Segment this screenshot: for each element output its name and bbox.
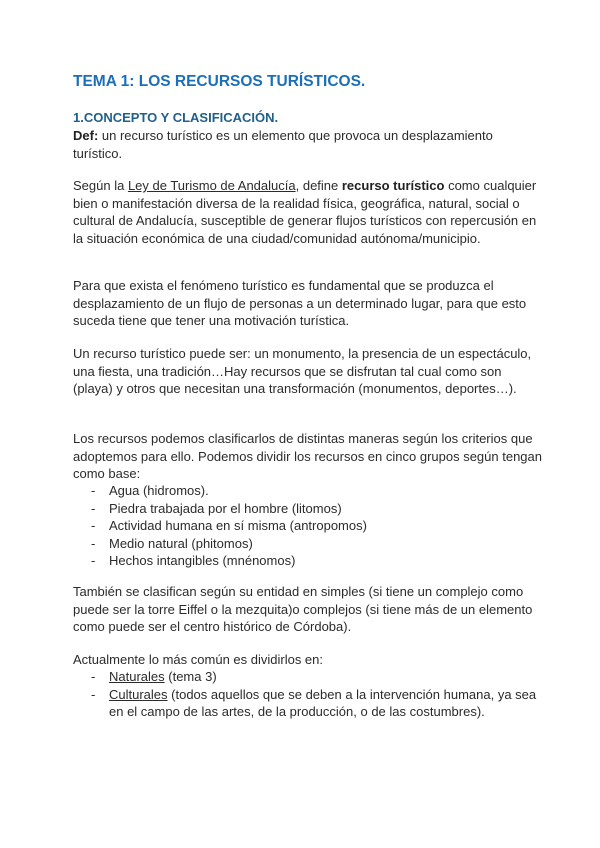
dash-marker: - [91,483,96,498]
law-reference: Ley de Turismo de Andalucía [127,178,296,193]
group-item-text: Piedra trabajada por el hombre (litomos) [109,500,342,516]
dash-marker: - [91,535,96,551]
definition-paragraph [73,127,543,162]
definition-label: Def: [73,128,99,143]
list-item [73,535,543,553]
law-term: recurso turístico [341,178,445,193]
law-paragraph [73,177,543,247]
current-list [73,668,543,721]
list-item [73,668,543,686]
dash-marker: - [91,553,96,568]
section-heading: 1.CONCEPTO Y CLASIFICACIÓN. [73,110,279,125]
current-paragraph: Actualmente lo más común es dividirlos en: [73,652,324,667]
naturales-label: Naturales [109,669,165,684]
classify-paragraph: Los recursos podemos clasificarlos de distintas maneras según los criterios que adoptemos para ello. Podemos dividir los recursos en cinco grupos según tengan como base: [73,431,542,481]
law-paragraph-post: como cualquier bien o manifestación diversa de la realidad física, geográfica, natural, social o cultural de Andalucía, susceptible de generar flujos turísticos con repercusión en la situación económica de una ciudad/comunidad autónoma/municipio. [73,178,537,246]
list-item [73,552,543,570]
list-item [73,517,543,535]
group-item-text: Actividad humana en sí misma (antropomos) [109,518,367,533]
culturales-rest: (todos aquellos que se deben a la intervención humana, ya sea en el campo de las artes, de la producción, o de las costumbres). [109,686,537,719]
dash-marker: - [91,500,96,516]
law-paragraph-mid: , define [295,178,342,193]
groups-list [73,482,543,570]
phenomenon-paragraph: Para que exista el fenómeno turístico es fundamental que se produzca el desplazamiento de un flujo de personas a un determinado lugar, para que esto suceda tiene que tener una motivación turística. [73,278,527,328]
dash-marker: - [91,686,96,702]
list-item [73,686,543,721]
group-item-text: Medio natural (phitomos) [109,535,253,551]
naturales-rest: (tema 3) [164,669,217,684]
dash-marker: - [91,518,96,533]
page-title: TEMA 1: LOS RECURSOS TURÍSTICOS. [73,73,366,90]
definition-text: un recurso turístico es un elemento que provoca un desplazamiento turístico. [73,128,493,161]
law-paragraph-pre: Según la [73,178,128,193]
dash-marker: - [91,669,96,684]
list-item [73,500,543,518]
list-item [73,482,543,500]
group-item-text: Hechos intangibles (mnénomos) [109,553,296,568]
entity-paragraph: También se clasifican según su entidad en simples (si tiene un complejo como puede ser la torre Eiffel o la mezquita)o complejos (si tiene más de un elemento como puede ser el centro histórico de Córdoba). [73,584,533,634]
examples-paragraph: Un recurso turístico puede ser: un monumento, la presencia de un espectáculo, una fiesta, una tradición…Hay recursos que se disfrutan tal cual como son (playa) y otros que necesitan una transformación (monumentos, deportes…). [73,346,532,396]
culturales-label: Culturales [109,686,168,702]
group-item-text: Agua (hidromos). [109,483,209,498]
